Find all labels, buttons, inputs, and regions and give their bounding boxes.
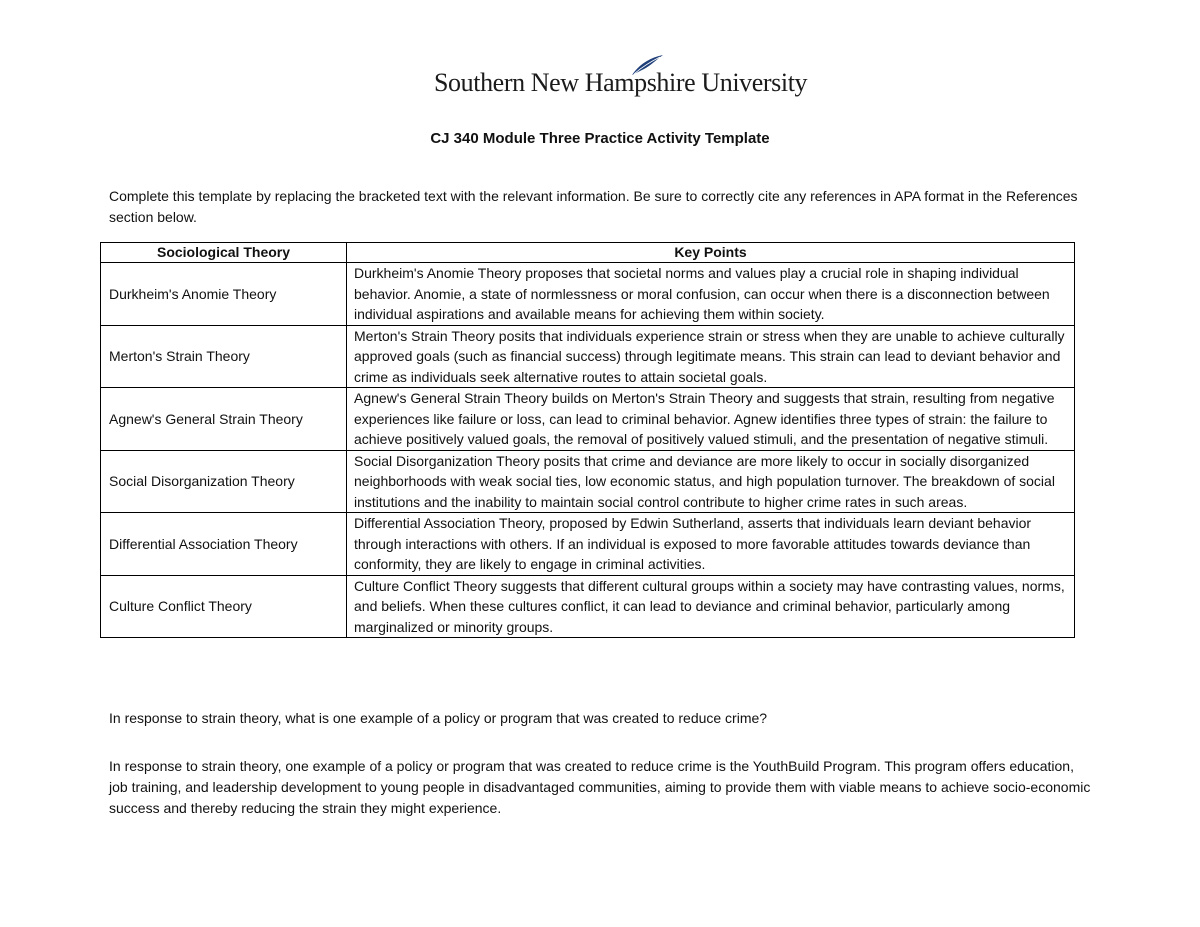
table-row [101, 388, 1075, 451]
table-header-row [101, 243, 1075, 263]
key-points-cell: Agnew's General Strain Theory builds on Merton's Strain Theory and suggests that strain, resulting from negative experiences like failure or loss, can lead to criminal behavior. Agnew identifies three types of strain: the failure to achieve positively valued goals, the removal of positively valued stimuli, and the presentation of negative stimuli. [347, 388, 1075, 451]
university-logo [434, 54, 808, 106]
header-key-points: Key Points [347, 243, 1075, 263]
theory-name-cell: Merton's Strain Theory [101, 325, 347, 388]
key-points-cell: Differential Association Theory, proposed by Edwin Sutherland, asserts that individuals learn deviant behavior through interactions with others. If an individual is exposed to more favorable attitudes towards deviance than conformity, they are likely to engage in criminal activities. [347, 513, 1075, 576]
key-points-cell: Social Disorganization Theory posits that crime and deviance are more likely to occur in socially disorganized neighborhoods with weak social ties, low economic status, and high population turnover. The breakdown of social institutions and the inability to maintain social control contribute to higher crime rates in such areas. [347, 450, 1075, 513]
theory-table [100, 242, 1075, 638]
answer-text: In response to strain theory, one example of a policy or program that was created to reduce crime is the YouthBuild Program. This program offers education, job training, and leadership development to young people in disadvantaged communities, aiming to provide them with viable means to achieve socio-economic success and thereby reducing the strain they might experience. [109, 758, 1091, 816]
table-row [101, 575, 1075, 638]
table-row [101, 325, 1075, 388]
theory-name-cell: Culture Conflict Theory [101, 575, 347, 638]
question-text: In response to strain theory, what is one example of a policy or program that was created to reduce crime? [109, 710, 768, 726]
key-points-cell: Durkheim's Anomie Theory proposes that societal norms and values play a crucial role in shaping individual behavior. Anomie, a state of normlessness or moral confusion, can occur when there is a disconnection between individual aspirations and available means for achieving them within society. [347, 263, 1075, 326]
table-row [101, 513, 1075, 576]
theory-name-cell: Differential Association Theory [101, 513, 347, 576]
theory-name-cell: Agnew's General Strain Theory [101, 388, 347, 451]
logo-wordmark: Southern New Hampshire University [434, 68, 808, 97]
header-sociological-theory: Sociological Theory [101, 243, 347, 263]
table-row [101, 450, 1075, 513]
instructions-text: Complete this template by replacing the bracketed text with the relevant information. Be sure to correctly cite any references in APA format in the References section below. [109, 188, 1078, 225]
key-points-cell: Culture Conflict Theory suggests that different cultural groups within a society may have contrasting values, norms, and beliefs. When these cultures conflict, it can lead to deviance and criminal behavior, particularly among marginalized or minority groups. [347, 575, 1075, 638]
theory-name-cell: Social Disorganization Theory [101, 450, 347, 513]
table-row [101, 263, 1075, 326]
page-title: CJ 340 Module Three Practice Activity Template [430, 130, 770, 147]
theory-name-cell: Durkheim's Anomie Theory [101, 263, 347, 326]
key-points-cell: Merton's Strain Theory posits that individuals experience strain or stress when they are unable to achieve culturally approved goals (such as financial success) through legitimate means. This strain can lead to deviant behavior and crime as individuals seek alternative routes to attain societal goals. [347, 325, 1075, 388]
